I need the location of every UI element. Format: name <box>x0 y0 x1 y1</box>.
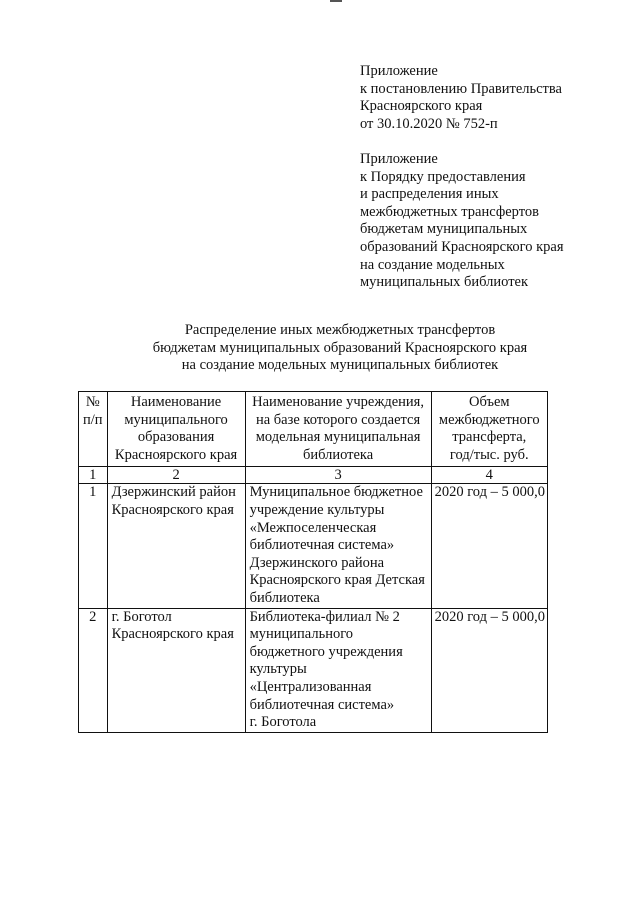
column-number: 3 <box>245 467 431 484</box>
header-line: год/тыс. руб. <box>449 446 529 463</box>
cell-line: культуры <box>249 661 307 678</box>
header-municipality <box>107 392 245 467</box>
cell-line: Муниципальное бюджетное <box>249 484 423 501</box>
row-number: 1 <box>79 484 108 608</box>
amount-cell: 2020 год – 5 000,0 <box>431 484 547 608</box>
column-number-row <box>79 467 548 484</box>
header-row-number <box>79 392 108 467</box>
appendix-procedure <box>360 151 620 292</box>
header-institution <box>245 392 431 467</box>
appendix-line: муниципальных библиотек <box>360 274 529 291</box>
title-line: бюджетам муниципальных образований Красноярского края <box>152 339 528 356</box>
institution-cell <box>245 484 431 608</box>
document-title <box>60 322 620 375</box>
appendix-line: на создание модельных <box>360 256 505 273</box>
header-line: № <box>85 394 100 410</box>
table-row <box>79 608 548 732</box>
header-line: п/п <box>83 411 103 428</box>
cell-line: г. Боготол <box>111 608 172 625</box>
cell-line: бюджетного учреждения <box>249 643 403 660</box>
appendix-line: Красноярского края <box>360 98 483 115</box>
header-line: межбюджетного <box>438 411 540 428</box>
appendix-line: Приложение <box>360 151 438 167</box>
header-line: Наименование учреждения, <box>252 394 424 410</box>
cell-line: «Централизованная <box>249 678 372 695</box>
scan-mark <box>330 0 342 2</box>
header-line: библиотека <box>302 446 374 463</box>
appendix-line: к Порядку предоставления <box>360 168 526 185</box>
appendix-line: от 30.10.2020 № 752-п <box>360 115 498 132</box>
institution-cell <box>245 608 431 732</box>
cell-line: библиотечная система» <box>249 696 395 713</box>
header-line: трансферта, <box>452 429 527 446</box>
cell-line: муниципального <box>249 626 354 643</box>
column-number: 2 <box>107 467 245 484</box>
appendix-line: образований Красноярского края <box>360 238 564 255</box>
appendix-line: и распределения иных <box>360 186 499 203</box>
header-line: муниципального <box>124 411 228 428</box>
header-line: Наименование <box>130 394 222 410</box>
cell-line: «Межпоселенческая <box>249 519 377 536</box>
row-number: 2 <box>79 608 108 732</box>
amount-cell: 2020 год – 5 000,0 <box>431 608 547 732</box>
cell-line: Красноярского края Детская <box>249 572 425 589</box>
appendix-government-resolution <box>360 63 620 133</box>
table-row <box>79 484 548 608</box>
cell-line: Красноярского края <box>111 626 234 643</box>
header-line: Объем <box>468 394 510 410</box>
header-line: образования <box>137 429 215 446</box>
cell-line: библиотечная система» <box>249 537 395 554</box>
table-header-row <box>79 392 548 467</box>
appendix-line: Приложение <box>360 63 438 79</box>
appendix-line: бюджетам муниципальных <box>360 221 528 238</box>
title-line: на создание модельных муниципальных библиотек <box>181 357 499 374</box>
cell-line: Дзержинский район <box>111 484 236 501</box>
header-amount <box>431 392 547 467</box>
municipality-cell <box>107 484 245 608</box>
header-line: Красноярского края <box>114 446 238 463</box>
cell-line: библиотека <box>249 589 320 606</box>
header-line: модельная муниципальная <box>255 429 421 446</box>
column-number: 1 <box>79 467 108 484</box>
municipality-cell <box>107 608 245 732</box>
column-number: 4 <box>431 467 547 484</box>
header-line: на базе которого создается <box>255 411 421 428</box>
cell-line: учреждение культуры <box>249 501 385 518</box>
cell-line: Красноярского края <box>111 501 234 518</box>
appendix-line: межбюджетных трансфертов <box>360 203 539 220</box>
cell-line: Дзержинского района <box>249 554 385 571</box>
title-line: Распределение иных межбюджетных трансфертов <box>184 322 496 338</box>
appendix-line: к постановлению Правительства <box>360 80 562 97</box>
cell-line: г. Боготола <box>249 714 317 731</box>
cell-line: Библиотека-филиал № 2 <box>249 608 400 625</box>
distribution-table <box>78 391 548 733</box>
